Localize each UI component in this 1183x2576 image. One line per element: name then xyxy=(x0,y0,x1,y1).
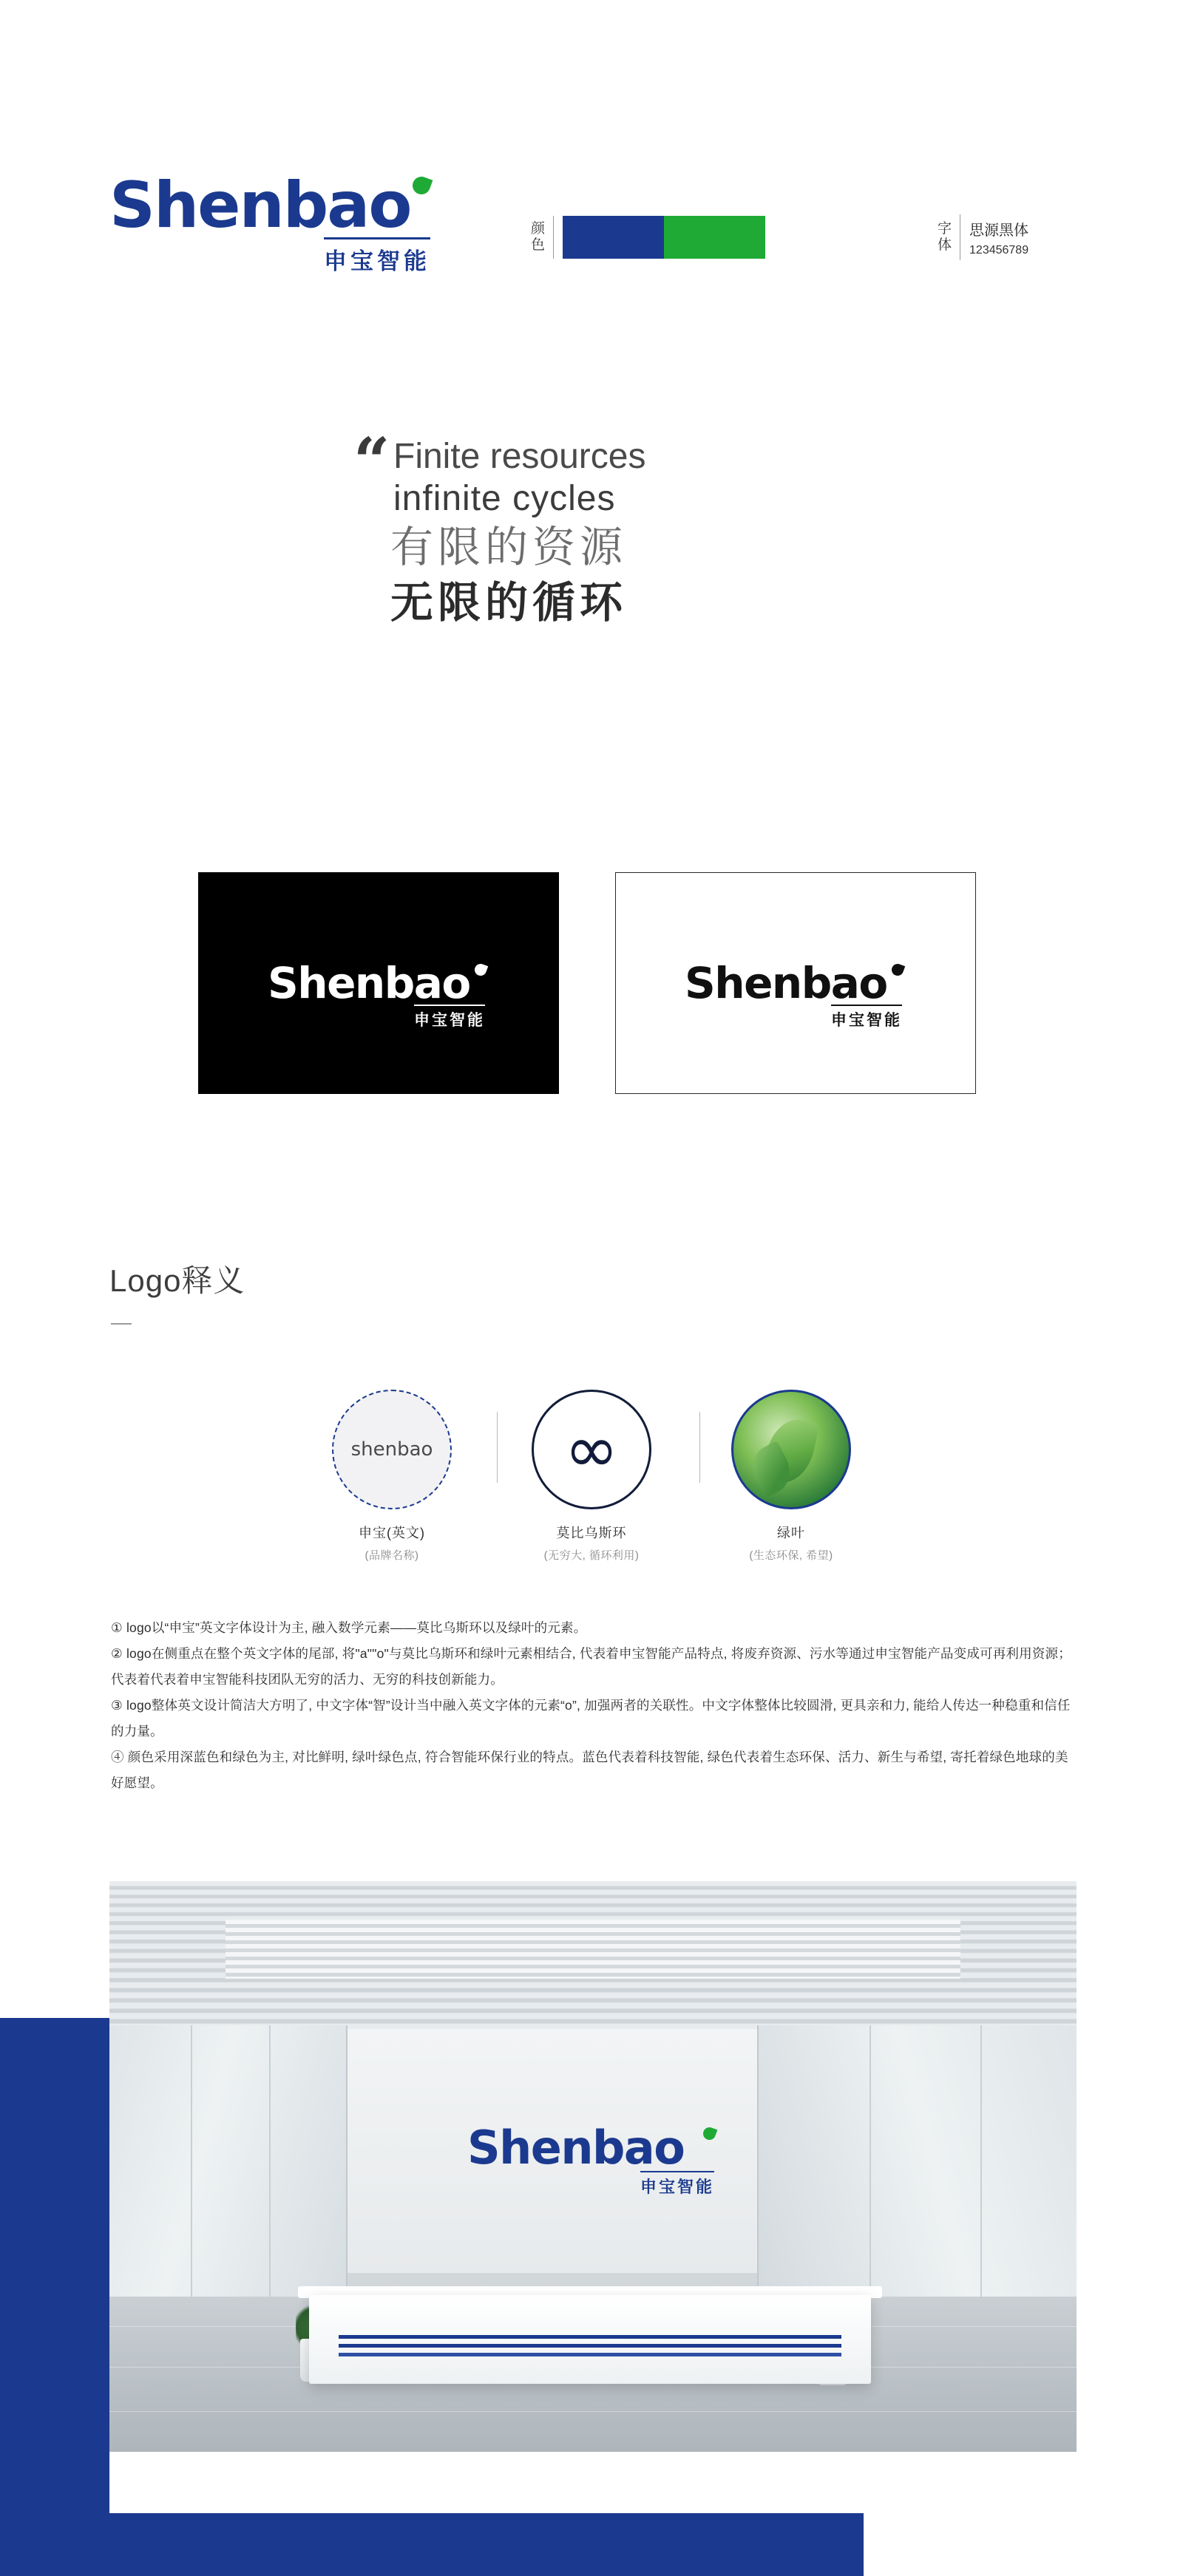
slogan-line-en-2: infinite cycles xyxy=(393,479,616,519)
decor-block-left xyxy=(0,2018,109,2576)
explanation-paragraph-1: ① logo以“申宝”英文字体设计为主, 融入数学元素——莫比乌斯环以及绿叶的元素。 xyxy=(111,1620,587,1635)
ceiling-light-strip xyxy=(226,1920,960,1979)
logo-variant-light-mark xyxy=(685,958,906,1029)
color-swatches xyxy=(563,216,765,259)
glass-partition-left xyxy=(109,2025,348,2321)
element-subcaption: (生态环保, 希望) xyxy=(749,1549,833,1562)
slogan-line-cn-1: 有限的资源 xyxy=(390,523,628,572)
mobius-infinity-icon xyxy=(532,1390,651,1509)
wall-logo-chinese: 申宝智能 xyxy=(640,2171,714,2198)
decor-block-bottom xyxy=(0,2513,864,2576)
variant-light-wordmark xyxy=(685,958,906,1008)
brand-wordmark-tail: o xyxy=(368,169,411,242)
wall-logo-wordmark-text: Shenba xyxy=(467,2121,654,2175)
office-lobby-reception-photo xyxy=(109,1881,1077,2452)
variant-light-wordmark-tail: o xyxy=(858,958,887,1008)
quote-icon: “ xyxy=(353,424,390,499)
logo-element-list xyxy=(318,1390,865,1563)
header xyxy=(0,89,1183,274)
element-caption: 莫比乌斯环 xyxy=(556,1526,627,1540)
font-sample-digits: 123456789 xyxy=(969,243,1029,256)
variant-light-chinese: 申宝智能 xyxy=(831,1005,902,1030)
color-spec-label xyxy=(531,216,554,259)
section-title-logo-meaning: Logo释义 xyxy=(109,1263,245,1298)
shenbao-text-circle-icon xyxy=(332,1390,452,1509)
font-name: 思源黑体 xyxy=(969,222,1029,239)
section-rule xyxy=(111,1323,132,1325)
shenbao-inner-text: shenbao xyxy=(350,1438,433,1461)
list-item xyxy=(318,1390,466,1563)
desk-stripe xyxy=(339,2344,841,2348)
desk-stripe xyxy=(339,2353,841,2356)
explanation-paragraph-3: ③ logo整体英文设计简洁大方明了, 中文字体“智”设计当中融入英文字体的元素“o”, 加强两者的关联性。中文字体整体比较圆滑, 更具亲和力, 能给人传达一种稳重和信任的力量。 xyxy=(111,1698,1071,1739)
list-item xyxy=(518,1390,665,1563)
infinity-glyph: ∞ xyxy=(564,1410,619,1487)
brand-wordmark-text: Shenba xyxy=(109,169,369,242)
slogan-line-cn-2: 无限的循环 xyxy=(390,578,628,627)
brand-logo xyxy=(109,169,435,274)
explanation-paragraph-4: ④ 颜色采用深蓝色和绿色为主, 对比鲜明, 绿叶绿色点, 符合智能环保行业的特点。蓝色代表着科技智能, 绿色代表着生态环保、活力、新生与希望, 寄托着绿色地球的美好愿望。 xyxy=(111,1750,1068,1790)
color-spec-label-line2: 色 xyxy=(531,237,546,253)
element-subcaption: (无穷大, 循环利用) xyxy=(543,1549,640,1562)
element-caption: 申宝(英文) xyxy=(359,1526,425,1540)
font-spec xyxy=(938,214,1028,260)
desk-stripe xyxy=(339,2335,841,2339)
leaf-icon xyxy=(473,962,489,978)
wall-mounted-logo xyxy=(467,2121,719,2196)
list-item xyxy=(717,1390,865,1563)
leaf-icon xyxy=(702,2126,718,2142)
variant-dark-wordmark-text: Shenba xyxy=(268,958,442,1008)
leaf-icon xyxy=(410,174,433,197)
font-spec-label-line2: 体 xyxy=(938,237,953,253)
color-spec xyxy=(531,216,765,259)
font-spec-values xyxy=(969,214,1028,260)
variant-dark-wordmark xyxy=(268,958,489,1008)
color-swatch-green xyxy=(664,216,765,259)
slogan-line-en-1: Finite resources xyxy=(393,437,646,476)
wall-logo-wordmark xyxy=(467,2121,719,2175)
variant-dark-wordmark-tail: o xyxy=(441,958,470,1008)
logo-variant-light xyxy=(615,872,976,1094)
slogan-block xyxy=(353,424,880,631)
reception-desk xyxy=(309,2295,871,2384)
leaf-icon xyxy=(890,962,906,978)
color-swatch-blue xyxy=(563,216,664,259)
green-leaf-icon xyxy=(731,1390,851,1509)
logo-variant-dark-mark xyxy=(268,958,489,1029)
wall-logo-wordmark-tail: o xyxy=(654,2121,685,2175)
brand-wordmark xyxy=(109,169,435,242)
font-spec-label xyxy=(938,214,960,260)
element-caption: 绿叶 xyxy=(777,1526,805,1540)
logo-explanation-text xyxy=(111,1615,1072,1796)
brand-chinese-name: 申宝智能 xyxy=(324,237,430,276)
color-spec-label-line1: 颜 xyxy=(531,221,546,237)
explanation-paragraph-2: ② logo在侧重点在整个英文字体的尾部, 将"a""o"与莫比乌斯环和绿叶元素相结合, 代表着申宝智能产品特点, 将废弃资源、污水等通过申宝智能产品变成可再利用资源；代表着代表着申宝智能科技团队无穷的活力、无穷的科技创新能力。 xyxy=(111,1646,1071,1687)
variant-light-wordmark-text: Shenba xyxy=(685,958,859,1008)
element-subcaption: (品牌名称) xyxy=(365,1549,419,1562)
font-spec-label-line1: 字 xyxy=(938,221,953,237)
variant-dark-chinese: 申宝智能 xyxy=(414,1005,485,1030)
logo-variant-dark xyxy=(198,872,559,1094)
